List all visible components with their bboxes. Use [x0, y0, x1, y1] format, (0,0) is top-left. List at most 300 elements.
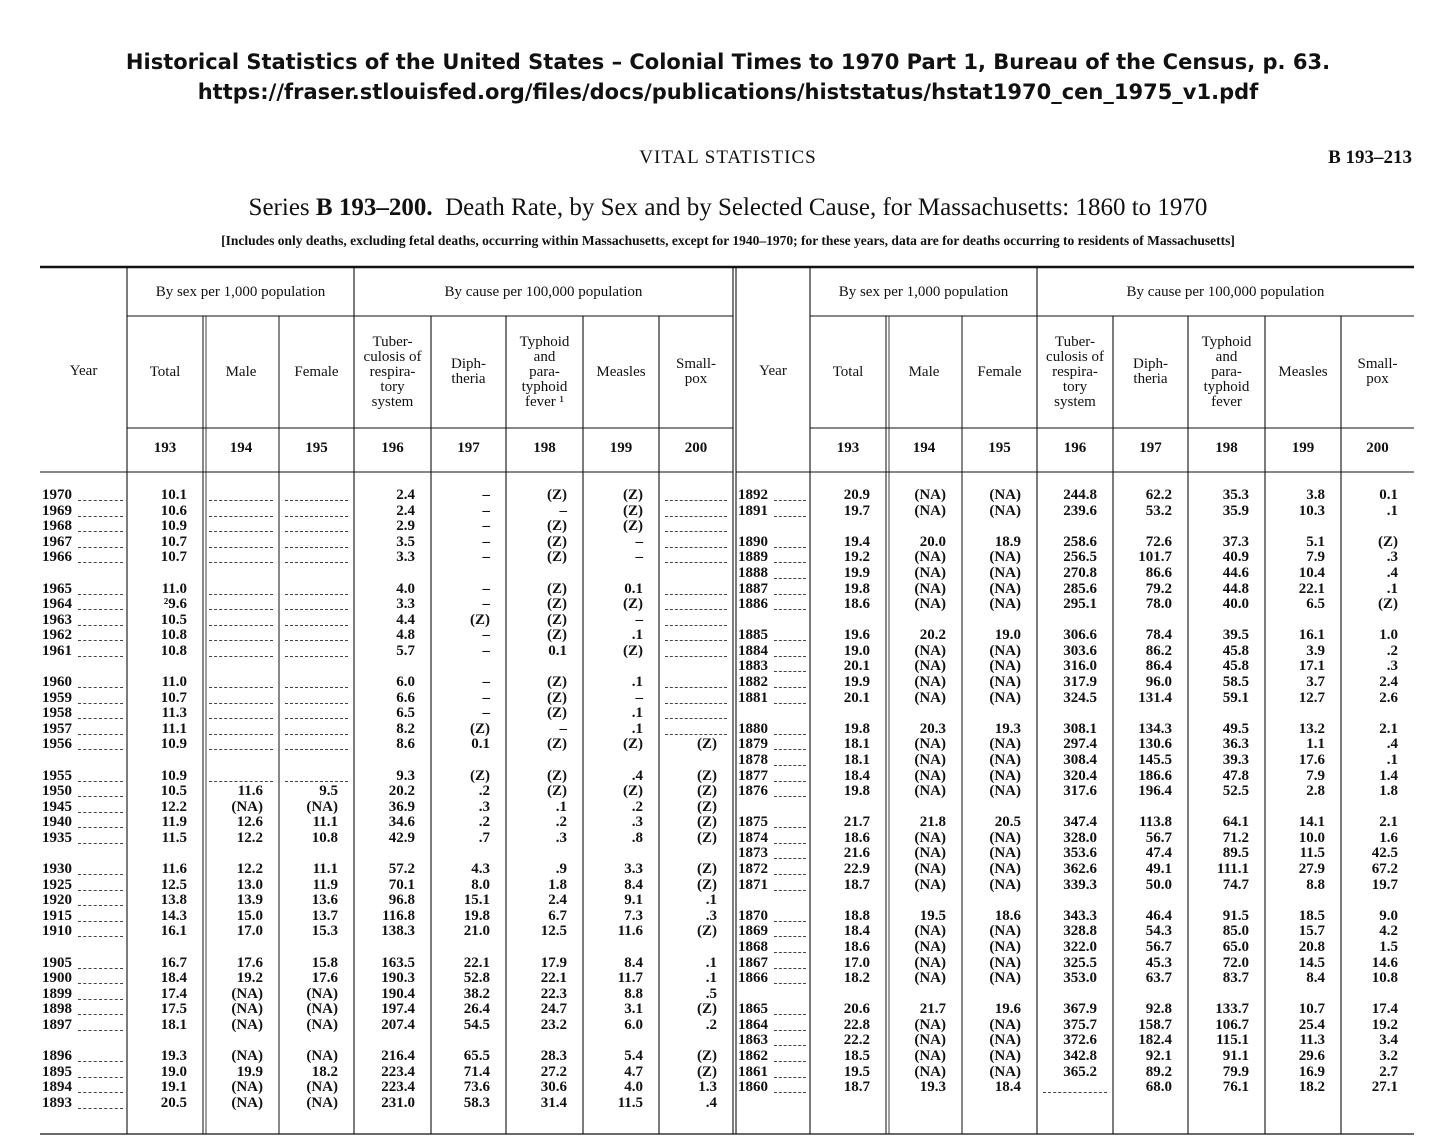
data-cell: (NA)	[914, 1032, 946, 1049]
column-header	[279, 365, 354, 380]
data-cell: 18.1	[843, 736, 870, 753]
data-cell: 27.9	[1298, 861, 1325, 877]
data-cell: 12.5	[540, 923, 567, 940]
data-cell: –	[482, 674, 490, 690]
year-leader	[78, 1092, 123, 1093]
data-cell: 18.4	[160, 970, 187, 987]
blank-cell-leader	[209, 734, 273, 735]
blank-cell-leader	[665, 594, 727, 595]
data-cell: (Z)	[697, 876, 717, 893]
row-year: 1864	[738, 1016, 768, 1033]
data-cell: 19.8	[843, 720, 870, 737]
data-cell: 111.1	[1216, 861, 1249, 877]
row-year: 1963	[42, 611, 72, 628]
data-cell: 1.1	[1306, 736, 1325, 753]
data-cell: (NA)	[914, 845, 946, 862]
data-cell: (NA)	[306, 1001, 338, 1018]
data-cell: 6.0	[624, 1016, 643, 1033]
data-cell: 1.4	[1379, 767, 1398, 784]
year-leader	[774, 1092, 806, 1093]
data-cell: –	[482, 596, 490, 613]
data-cell: 96.8	[388, 892, 415, 909]
year-leader	[78, 1014, 123, 1015]
row-year: 1877	[738, 767, 768, 784]
data-cell: 2.4	[548, 892, 567, 909]
data-cell: –	[482, 689, 490, 706]
data-cell: .1	[631, 705, 643, 722]
data-cell: 92.8	[1145, 1001, 1172, 1018]
data-cell: (NA)	[989, 1048, 1021, 1064]
data-cell: 78.4	[1145, 627, 1172, 644]
column-header	[1265, 365, 1341, 380]
year-leader	[78, 703, 123, 704]
column-header-line: system	[371, 393, 414, 410]
source-citation: Historical Statistics of the United States – Colonial Times to 1970 Part 1, Bureau of the Census, p. 63.	[125, 50, 1331, 74]
blank-cell-leader	[665, 625, 727, 626]
year-leader	[78, 547, 123, 548]
data-cell: 115.1	[1216, 1032, 1249, 1049]
data-cell: 270.8	[1063, 564, 1097, 581]
data-cell: 1.8	[548, 876, 567, 893]
year-leader	[774, 687, 806, 688]
data-cell: 7.3	[624, 907, 643, 924]
data-cell: 20.9	[843, 487, 870, 503]
column-number: 199	[1291, 440, 1315, 456]
column-header-line: Male	[908, 363, 940, 380]
data-cell: 365.2	[1063, 1063, 1097, 1080]
data-cell: (Z)	[1378, 533, 1398, 550]
data-cell: (NA)	[989, 783, 1021, 800]
row-year: 1879	[738, 736, 768, 753]
data-cell: 74.7	[1222, 876, 1249, 893]
year-leader	[774, 640, 806, 641]
data-cell: 78.0	[1145, 596, 1172, 613]
data-cell: 22.2	[843, 1032, 870, 1049]
blank-cell-leader	[209, 562, 273, 563]
data-cell: –	[482, 642, 490, 659]
data-cell: 21.7	[843, 814, 870, 831]
row-year: 1925	[42, 876, 72, 893]
data-cell: 10.0	[1298, 829, 1325, 846]
data-cell: (Z)	[547, 596, 567, 613]
data-cell: (Z)	[547, 611, 567, 628]
data-cell: (NA)	[989, 1063, 1021, 1080]
data-cell: 11.1	[312, 814, 338, 831]
data-cell: 10.5	[160, 611, 187, 628]
data-cell: –	[482, 502, 490, 519]
column-header-line: system	[1054, 393, 1096, 410]
column-header-line: Female	[977, 363, 1022, 380]
data-cell: 40.9	[1222, 549, 1249, 566]
data-cell: (Z)	[697, 861, 717, 877]
row-year: 1967	[42, 533, 72, 550]
data-cell: 1.3	[698, 1079, 717, 1096]
data-cell: 239.6	[1063, 502, 1097, 519]
data-cell: 62.2	[1145, 487, 1172, 503]
data-cell: .4	[705, 1094, 717, 1111]
data-cell: 324.5	[1063, 689, 1097, 706]
data-cell: 24.7	[540, 1001, 567, 1018]
column-header-line: theria	[1133, 371, 1168, 387]
data-cell: 4.3	[471, 861, 490, 877]
blank-cell-leader	[209, 531, 273, 532]
data-cell: 3.5	[396, 533, 415, 550]
column-header-line: Male	[225, 363, 257, 380]
data-cell: .4	[1386, 564, 1398, 581]
column-number: 196	[381, 440, 404, 456]
blank-cell-leader	[285, 609, 348, 610]
data-cell: 17.9	[540, 954, 567, 971]
data-cell: 231.0	[381, 1094, 415, 1111]
data-cell: 339.3	[1063, 876, 1097, 893]
data-cell: (NA)	[914, 861, 946, 877]
row-year: 1945	[42, 798, 72, 815]
data-cell: 56.7	[1145, 938, 1172, 955]
data-cell: (NA)	[989, 658, 1021, 675]
data-cell: 216.4	[381, 1048, 415, 1064]
row-year: 1882	[738, 674, 768, 690]
data-cell: 343.3	[1063, 907, 1097, 924]
row-year: 1896	[42, 1048, 72, 1064]
data-cell: 14.3	[160, 907, 187, 924]
data-cell: (NA)	[306, 1094, 338, 1111]
column-header-line: and	[1215, 348, 1238, 365]
data-cell: 8.0	[471, 876, 490, 893]
data-cell: 18.4	[843, 923, 870, 940]
column-number: 193	[153, 440, 177, 456]
year-leader	[78, 874, 123, 875]
data-cell: .1	[555, 798, 567, 815]
year-leader	[78, 890, 123, 891]
data-cell: (Z)	[623, 783, 643, 800]
data-cell: 45.8	[1222, 658, 1249, 675]
data-cell: 18.2	[1298, 1079, 1325, 1096]
data-cell: 16.9	[1298, 1063, 1325, 1080]
data-cell: 54.5	[463, 1016, 490, 1033]
row-year: 1869	[738, 923, 768, 940]
year-leader	[78, 625, 123, 626]
data-cell: (Z)	[623, 487, 643, 503]
year-leader	[774, 1061, 806, 1062]
data-cell: 6.0	[396, 674, 415, 690]
data-cell: 0.1	[1379, 487, 1398, 503]
data-cell: (NA)	[989, 767, 1021, 784]
row-year: 1865	[738, 1001, 768, 1018]
blank-cell-leader	[665, 656, 727, 657]
data-cell: (NA)	[989, 861, 1021, 877]
column-header-line: respira-	[1052, 363, 1098, 380]
data-cell: 49.1	[1145, 861, 1172, 877]
data-cell: (Z)	[547, 580, 567, 597]
year-leader	[774, 547, 806, 548]
data-cell: 106.7	[1215, 1016, 1249, 1033]
column-number: 195	[988, 440, 1011, 456]
data-cell: 63.7	[1145, 970, 1172, 987]
data-cell: 31.4	[540, 1094, 567, 1111]
data-cell: 19.5	[843, 1063, 870, 1080]
data-cell: 10.9	[160, 736, 187, 753]
data-cell: (NA)	[914, 658, 946, 675]
data-cell: (Z)	[470, 611, 490, 628]
data-cell: 52.5	[1222, 783, 1249, 800]
row-year: 1871	[738, 876, 768, 893]
data-cell: (NA)	[914, 487, 946, 503]
row-year: 1898	[42, 1001, 72, 1018]
row-year: 1897	[42, 1016, 72, 1033]
data-cell: (NA)	[914, 689, 946, 706]
data-cell: 58.3	[463, 1094, 490, 1111]
data-cell: 285.6	[1063, 580, 1097, 597]
data-cell: 6.7	[548, 907, 567, 924]
data-cell: 16.1	[1298, 627, 1325, 644]
row-year: 1930	[42, 861, 72, 877]
column-header-line: Diph-	[451, 356, 486, 372]
column-header-line: Typhoid	[1201, 333, 1252, 350]
year-leader	[78, 500, 123, 501]
data-cell: 45.3	[1145, 954, 1172, 971]
blank-cell-leader	[665, 609, 727, 610]
data-cell: 11.7	[617, 970, 643, 987]
data-cell: (NA)	[914, 642, 946, 659]
blank-cell-leader	[209, 703, 273, 704]
column-header-line: para-	[1211, 363, 1242, 380]
data-cell: 22.1	[463, 954, 490, 971]
column-header	[1341, 357, 1414, 387]
row-year: 1872	[738, 861, 768, 877]
blank-cell-leader	[209, 609, 273, 610]
year-leader	[774, 516, 806, 517]
data-cell: (NA)	[989, 876, 1021, 893]
data-cell: 19.6	[994, 1001, 1021, 1018]
data-cell: 372.6	[1063, 1032, 1097, 1049]
blank-cell-leader	[285, 687, 348, 688]
data-cell: 15.3	[311, 923, 338, 940]
data-cell: 19.3	[160, 1048, 187, 1064]
data-cell: (Z)	[547, 533, 567, 550]
data-cell: 92.1	[1145, 1048, 1172, 1064]
year-leader	[78, 516, 123, 517]
data-cell: 11.9	[312, 876, 338, 893]
data-cell: 138.3	[381, 923, 415, 940]
data-cell: 8.6	[396, 736, 415, 753]
data-cell: 89.5	[1222, 845, 1249, 862]
data-cell: 2.8	[1306, 783, 1325, 800]
data-cell: .5	[705, 985, 717, 1002]
row-year: 1957	[42, 720, 72, 737]
data-cell: 27.1	[1371, 1079, 1398, 1096]
blank-cell-leader	[285, 718, 348, 719]
data-cell: 2.6	[1379, 689, 1398, 706]
row-year: 1883	[738, 658, 768, 675]
data-cell: .3	[631, 814, 643, 831]
data-cell: 2.7	[1379, 1063, 1398, 1080]
data-cell: 21.6	[843, 845, 870, 862]
data-cell: 11.1	[161, 720, 187, 737]
year-leader	[774, 765, 806, 766]
data-cell: –	[635, 611, 643, 628]
data-cell: –	[559, 720, 567, 737]
column-header-line: Female	[294, 363, 339, 380]
data-cell: (Z)	[697, 923, 717, 940]
data-cell: (NA)	[306, 798, 338, 815]
data-cell: (Z)	[470, 720, 490, 737]
year-leader	[774, 594, 806, 595]
year-leader	[78, 936, 123, 937]
year-leader	[78, 1108, 123, 1109]
data-cell: 20.1	[843, 658, 870, 675]
data-cell: (NA)	[989, 1032, 1021, 1049]
data-cell: 10.8	[160, 627, 187, 644]
data-cell: 113.8	[1139, 814, 1172, 831]
data-cell: 10.3	[1298, 502, 1325, 519]
data-cell: 7.9	[1306, 549, 1325, 566]
row-year: 1960	[42, 674, 72, 690]
data-cell: (NA)	[914, 923, 946, 940]
data-cell: (NA)	[306, 1048, 338, 1064]
data-cell: 18.2	[311, 1063, 338, 1080]
data-cell: (Z)	[547, 705, 567, 722]
data-cell: 3.2	[1379, 1048, 1398, 1064]
blank-cell-leader	[209, 656, 273, 657]
blank-cell-leader	[285, 781, 348, 782]
row-year: 1900	[42, 970, 72, 987]
column-header-line: respira-	[369, 363, 416, 380]
row-year: 1910	[42, 923, 72, 940]
data-cell: 14.6	[1371, 954, 1398, 971]
data-cell: (Z)	[697, 814, 717, 831]
year-leader	[78, 594, 123, 595]
blank-cell-leader	[665, 718, 727, 719]
data-cell: 20.2	[388, 783, 415, 800]
year-leader	[78, 812, 123, 813]
year-leader	[774, 843, 806, 844]
data-cell: 11.0	[161, 580, 187, 597]
blank-cell-leader	[285, 500, 348, 501]
data-cell: 20.1	[843, 689, 870, 706]
column-header	[506, 335, 583, 410]
blank-cell-leader	[209, 749, 273, 750]
column-header	[127, 365, 203, 380]
series-title: Death Rate, by Sex and by Selected Cause, for Massachusetts: 1860 to 1970	[445, 194, 1208, 221]
row-year: 1899	[42, 985, 72, 1002]
data-cell: 53.2	[1145, 502, 1172, 519]
data-cell: 22.1	[540, 970, 567, 987]
data-cell: 17.4	[1371, 1001, 1398, 1018]
data-cell: .3	[555, 829, 567, 846]
source-url: https://fraser.stlouisfed.org/files/docs/publications/histstatus/hstat1970_cen_1975_v1.pdf	[197, 80, 1259, 104]
data-cell: (NA)	[989, 845, 1021, 862]
column-number: 200	[684, 440, 708, 456]
column-header-line: Measles	[596, 363, 646, 380]
data-cell: (Z)	[623, 736, 643, 753]
group-header-cause: By cause per 100,000 population	[1126, 284, 1325, 300]
data-cell: 39.5	[1222, 627, 1249, 644]
row-year: 1968	[42, 518, 72, 535]
data-cell: 57.2	[388, 861, 415, 877]
data-cell: 71.4	[463, 1063, 490, 1080]
data-cell: 56.7	[1145, 829, 1172, 846]
row-year: 1868	[738, 938, 768, 955]
row-year: 1958	[42, 705, 72, 722]
data-cell: 23.2	[540, 1016, 567, 1033]
data-cell: 34.6	[388, 814, 415, 831]
data-cell: 328.0	[1063, 829, 1097, 846]
data-cell: 2.4	[396, 502, 415, 519]
data-cell: 29.6	[1298, 1048, 1325, 1064]
data-cell: 96.0	[1145, 674, 1172, 690]
data-cell: 49.5	[1222, 720, 1249, 737]
blank-cell-leader	[285, 703, 348, 704]
data-cell: 52.8	[463, 970, 490, 987]
data-cell: .1	[705, 892, 717, 909]
data-cell: (Z)	[623, 642, 643, 659]
data-cell: 65.0	[1222, 938, 1249, 955]
data-cell: ²9.6	[163, 596, 187, 613]
data-cell: 20.3	[919, 720, 946, 737]
data-cell: (NA)	[306, 985, 338, 1002]
data-cell: 18.6	[843, 596, 870, 613]
data-cell: (NA)	[989, 674, 1021, 690]
data-cell: 70.1	[388, 876, 415, 893]
data-cell: 17.1	[1298, 658, 1325, 675]
data-cell: 316.0	[1063, 658, 1097, 675]
row-year: 1866	[738, 970, 768, 987]
column-header-line: Small-	[676, 356, 716, 372]
column-header	[1037, 335, 1113, 410]
data-cell: 54.3	[1145, 923, 1172, 940]
data-cell: 145.5	[1138, 751, 1172, 768]
data-cell: 13.9	[236, 892, 263, 909]
data-cell: –	[482, 549, 490, 566]
column-header-line: typhoid	[521, 378, 568, 395]
year-leader	[774, 827, 806, 828]
data-cell: (Z)	[547, 767, 567, 784]
data-cell: (NA)	[231, 1001, 263, 1018]
data-cell: 71.2	[1222, 829, 1249, 846]
data-cell: 10.8	[311, 829, 338, 846]
data-cell: 40.0	[1222, 596, 1249, 613]
data-cell: 353.0	[1063, 970, 1097, 987]
data-cell: 68.0	[1145, 1079, 1172, 1096]
column-header	[431, 357, 506, 387]
data-cell: 19.0	[160, 1063, 187, 1080]
data-cell: (Z)	[697, 1048, 717, 1064]
data-cell: 79.9	[1222, 1063, 1249, 1080]
data-cell: .1	[631, 627, 643, 644]
row-year: 1966	[42, 549, 72, 566]
data-cell: 1.6	[1379, 829, 1398, 846]
data-cell: (Z)	[697, 1001, 717, 1018]
data-cell: 9.0	[1379, 907, 1398, 924]
data-cell: 27.2	[540, 1063, 567, 1080]
data-cell: 101.7	[1138, 549, 1172, 566]
data-cell: 18.7	[843, 876, 870, 893]
data-cell: 18.1	[160, 1016, 187, 1033]
data-cell: (NA)	[914, 876, 946, 893]
data-cell: 18.4	[843, 767, 870, 784]
data-cell: (NA)	[914, 938, 946, 955]
column-number: 197	[457, 440, 480, 456]
column-number: 197	[1139, 440, 1162, 456]
data-cell: 19.4	[843, 533, 870, 550]
column-header-line: Tuber-	[372, 333, 413, 350]
data-cell: (Z)	[697, 767, 717, 784]
data-cell: 35.9	[1222, 502, 1249, 519]
data-cell: 73.6	[463, 1079, 490, 1096]
data-cell: 19.8	[463, 907, 490, 924]
data-cell: –	[482, 627, 490, 644]
data-cell: 295.1	[1063, 596, 1097, 613]
